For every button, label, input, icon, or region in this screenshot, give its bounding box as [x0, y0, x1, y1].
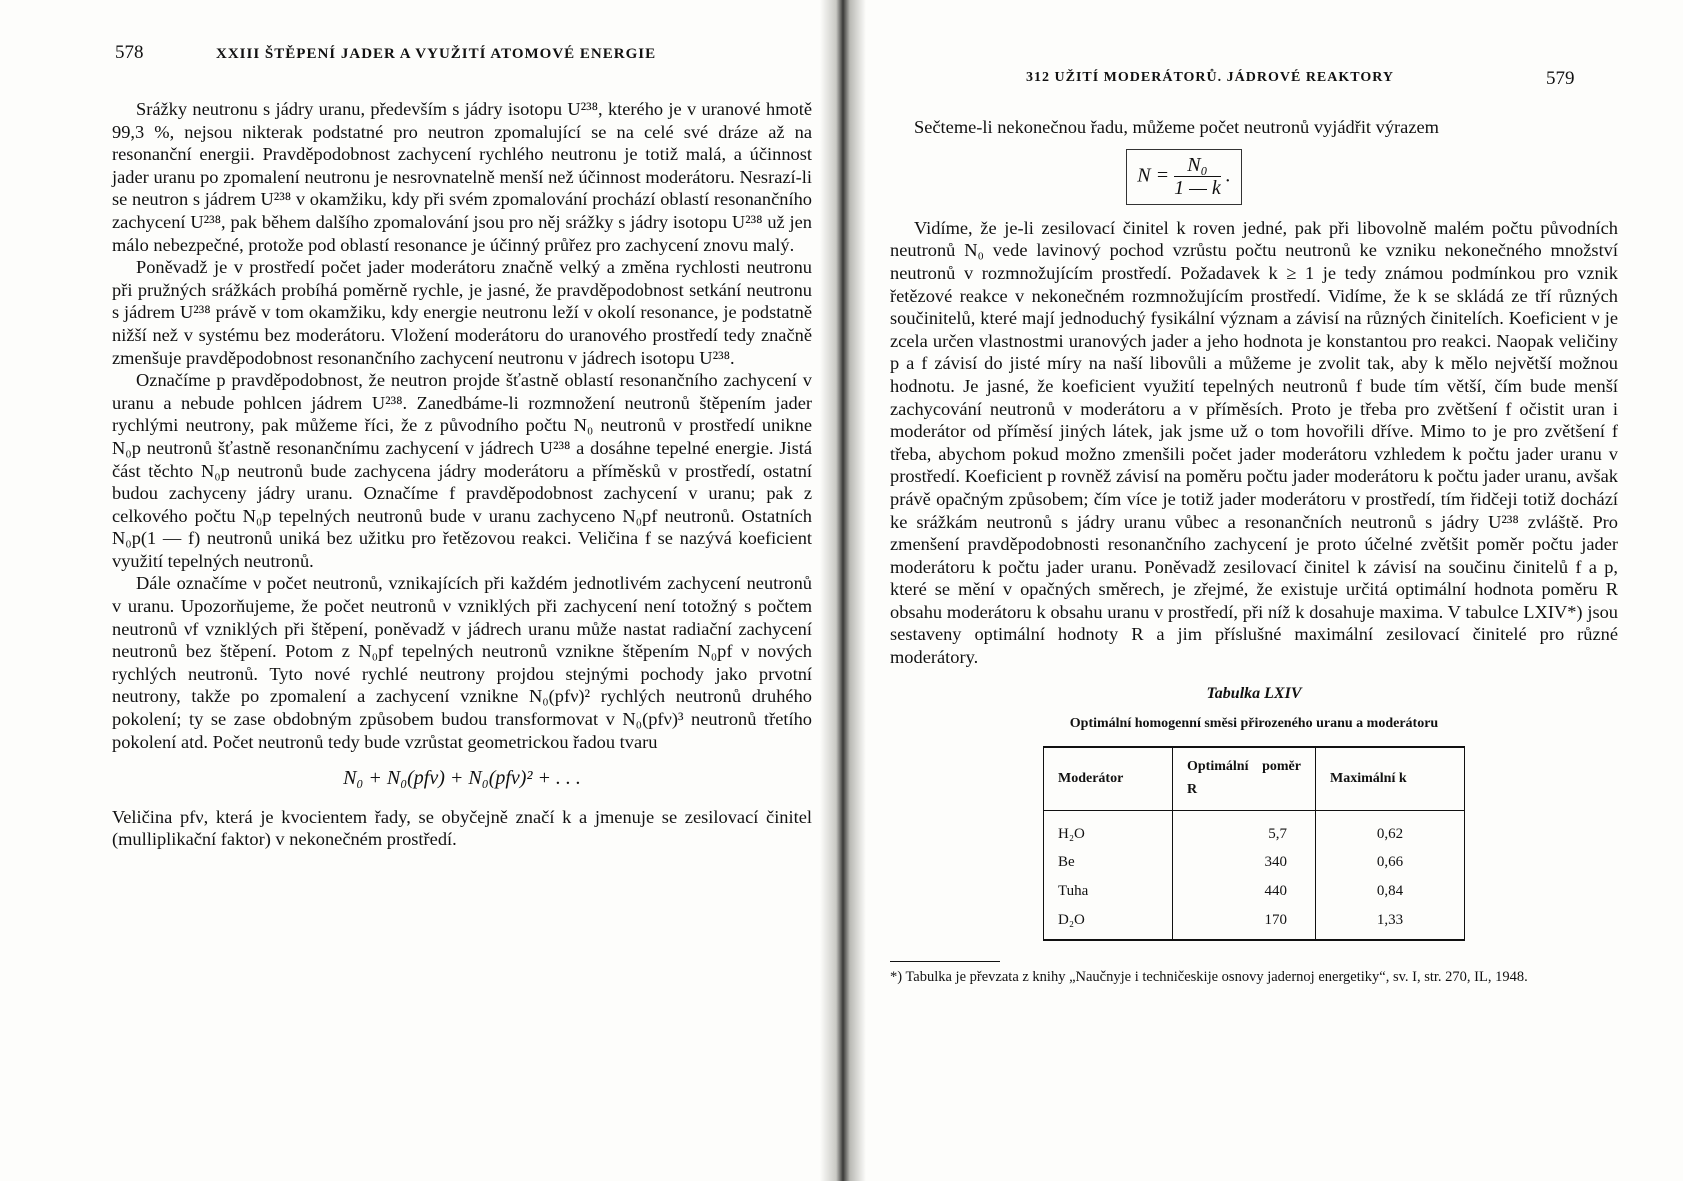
footnote-rule — [890, 961, 1000, 962]
table-cell: H₂O — [1044, 810, 1173, 848]
right-body — [890, 116, 1618, 986]
table-header-row — [1044, 747, 1465, 811]
paragraph: Dále označíme ν počet neutronů, vznikajících při každém jednotlivém zachycení neutronů v uranu. Upozorňujeme, že počet neutronů ν vzniklých při zachycení není totožný s počtem neutronů νf vzniklých při štěpení, poněvadž v jádrech uranu může nastat radiační zachycení neutronů bez štěpení. Potom z N₀pf tepelných neutronů vznikne štěpením N₀pf ν nových rychlých neutronů. Tyto nové rychlé neutrony projdou stejnými pochody jako prvotní neutrony, takže po zpomalení a zachycení vznikne N₀(pfν)² rychlých neutronů druhého pokolení; ty se zase obdobným způsobem budou transformovat v N₀(pfν)³ neutronů třetího pokolení atd. Počet neutronů tedy bude vzrůstat geometrickou řadou tvaru — [112, 573, 812, 752]
table-cell: 0,66 — [1316, 848, 1465, 877]
page-number: 579 — [1546, 68, 1575, 89]
paragraph: Poněvadž je v prostředí počet jader moderátoru značně velký a změna rychlosti neutronu při pružných srážkách probíhá poměrně rychle, je jasné, že pravděpodobnost setkání neutronu s jádrem U²³⁸ právě v tom okamžiku, kdy energie neutronu leží v okolí resonance, je podstatně nižší než v systému bez moderátoru. Vložení moderátoru do uranového prostředí tedy značně zmenšuje pravděpodobnost resonančního zachycení neutronu v jádrech isotopu U²³⁸. — [112, 257, 812, 368]
table-cell: 440 — [1173, 877, 1316, 906]
formula-end: . — [1225, 164, 1231, 187]
table-row — [1044, 848, 1465, 877]
table-row — [1044, 810, 1465, 848]
right-page — [866, 0, 1683, 1181]
footnote: *) Tabulka je převzata z knihy „Naučnyje i techničeskije osnovy jadernoj energetiky“, sv. I, str. 270, IL, 1948. — [890, 969, 1528, 986]
table-cell: Tuha — [1044, 877, 1173, 906]
table-cell: Be — [1044, 848, 1173, 877]
table-title: Tabulka LXIV — [1206, 684, 1302, 702]
table-cell: 5,7 — [1173, 810, 1316, 848]
paragraph: Sečteme-li nekonečnou řadu, můžeme počet neutronů vyjádřit výrazem — [914, 117, 1439, 137]
running-head: XXIII ŠTĚPENÍ JADER A VYUŽITÍ ATOMOVÉ ENERGIE — [216, 46, 657, 62]
paragraph: Veličina pfν, která je kvocientem řady, se obyčejně značí k a jmenuje se zesilovací činitel (mulliplikační faktor) v nekonečném prostředí. — [112, 806, 812, 850]
table-cell: 170 — [1173, 906, 1316, 941]
running-head: 312 UŽITÍ MODERÁTORŮ. JÁDROVÉ REAKTORY — [1026, 70, 1394, 85]
table-cell: 0,84 — [1316, 877, 1465, 906]
table-cell: 340 — [1173, 848, 1316, 877]
table-row — [1044, 877, 1465, 906]
table-caption: Optimální homogenní směsi přirozeného uranu a moderátoru — [1069, 716, 1439, 732]
table-header: Optimální poměr R — [1173, 747, 1316, 811]
fraction-denominator: 1 — k — [1174, 177, 1221, 200]
left-page — [0, 0, 820, 1181]
formula-lhs: N = — [1137, 164, 1170, 187]
fraction-numerator: N₀ — [1174, 154, 1221, 178]
page-number: 578 — [115, 42, 144, 63]
sum-formula — [750, 139, 1618, 217]
series-formula: N₀ + N₀(pfν) + N₀(pfν)² + . . . — [343, 767, 581, 790]
paragraph: Vidíme, že je-li zesilovací činitel k roven jedné, pak při libovolně malém počtu původních neutronů N₀ vede lavinový pochod vzrůstu počtu neutronů ke vzniku nekonečného množství neutronů v rozmnožujícím prostředí. Požadavek k ≥ 1 je tedy známou podmínkou pro vznik řetězové reakce v nekonečném rozmnožujícím prostředí. Vidíme, že k se skládá ze tří různých součinitelů, které mají jednoduchý fysikální význam a závisí na různých činitelích. Koeficient ν je zcela určen vlastnostmi uranových jader a jeho hodnota je konstantou pro reakci. Naopak veličiny p a f závisí do jisté míry na naší libovůli a můžeme je zvolit tak, aby k mělo největší možnou hodnotu. Je jasné, že koeficient využití tepelných neutronů f bude tím větší, čím bude menší zachycování neutronů v moderátoru a v příměsích. Proto je třeba pro zvětšení f očistit uran i moderátor od příměsí jiných látek, jak jsme už o tom hovořili dříve. Mimo to je pro zvětšení f třeba, abychom pokud možno zmenšili počet jader moderátoru vzhledem k počtu jader uranu v prostředí. Koeficient p rovněž závisí na poměru počtu jader moderátoru k počtu jader uranu, avšak právě opačným způsobem; čím více je totiž jader moderátoru v prostředí, tím řidčeji totiž dochází ke srážkám neutronů s jádry uranu vůbec a resonančních neutronů s jádry U²³⁸ zvláště. Pro zmenšení pravděpodobnosti resonančního zachycení je proto účelné zvětšit poměr počtu jader moderátoru k počtu jader uranu. Poněvadž zesilovací činitel k závisí na součinu činitelů f a p, které se mění v opačných směrech, je zřejmé, že existuje určitá optimální hodnota poměru R obsahu moderátoru k obsahu uranu v prostředí, při níž k dosahuje maxima. V tabulce LXIV*) jsou sestaveny optimální hodnoty R a jim příslušné maximální zesilovací činitelé pro různé moderátory. — [890, 217, 1618, 668]
moderator-table — [1043, 746, 1465, 941]
paragraph: Označíme p pravděpodobnost, že neutron projde šťastně oblastí resonančního zachycení v uranu a nebude pohlcen jádrem U²³⁸. Zanedbáme-li rozmnožení neutronů štěpením jader rychlými neutrony, pak můžeme říci, že z původního počtu N₀ neutronů v prostředí unikne N₀p neutronů šťastně resonančnímu zachycení v jádrech U²³⁸ a dosáhne tepelné energie. Jistá část těchto N₀p neutronů bude zachycena jádry moderátoru a příměsků v prostředí, ostatní budou zachyceny jádry uranu. Označíme f pravděpodobnost zachycení v uranu; pak z celkového počtu N₀p tepelných neutronů bude v uranu zachyceno N₀pf neutronů. Ostatních N₀p(1 — f) neutronů uniká bez užitku pro řetězovou reakci. Veličina f se nazývá koeficient využití tepelných neutronů. — [112, 370, 812, 571]
table-header: Moderátor — [1044, 747, 1173, 811]
paragraph: Srážky neutronu s jádry uranu, především s jádry isotopu U²³⁸, kterého je v uranové hmotě 99,3 %, nejsou nikterak podstatné pro neutron zpomalující se na celé své dráze až na resonanční energii. Pravděpodobnost zachycení rychlého neutronu je totiž malá, a účinnost jader uranu po zpomalení neutronu je nesrovnatelně menší než účinnost moderátoru. Nesrazí-li se neutron s jádrem U²³⁸ v okamžiku, kdy při svém zpomalování prochází oblastí resonančního zachycení U²³⁸, pak během dalšího zpomalování jsou pro něj srážky s jádry isotopu U²³⁸ už jen málo nebezpečné, protože pod oblastí resonance je účinný průřez pro zachycení znovu malý. — [112, 99, 812, 255]
table-row — [1044, 906, 1465, 941]
table-header: Maximální k — [1316, 747, 1465, 811]
table-cell: 0,62 — [1316, 810, 1465, 848]
table-cell: D₂O — [1044, 906, 1173, 941]
left-body — [112, 98, 812, 851]
table-cell: 1,33 — [1316, 906, 1465, 941]
